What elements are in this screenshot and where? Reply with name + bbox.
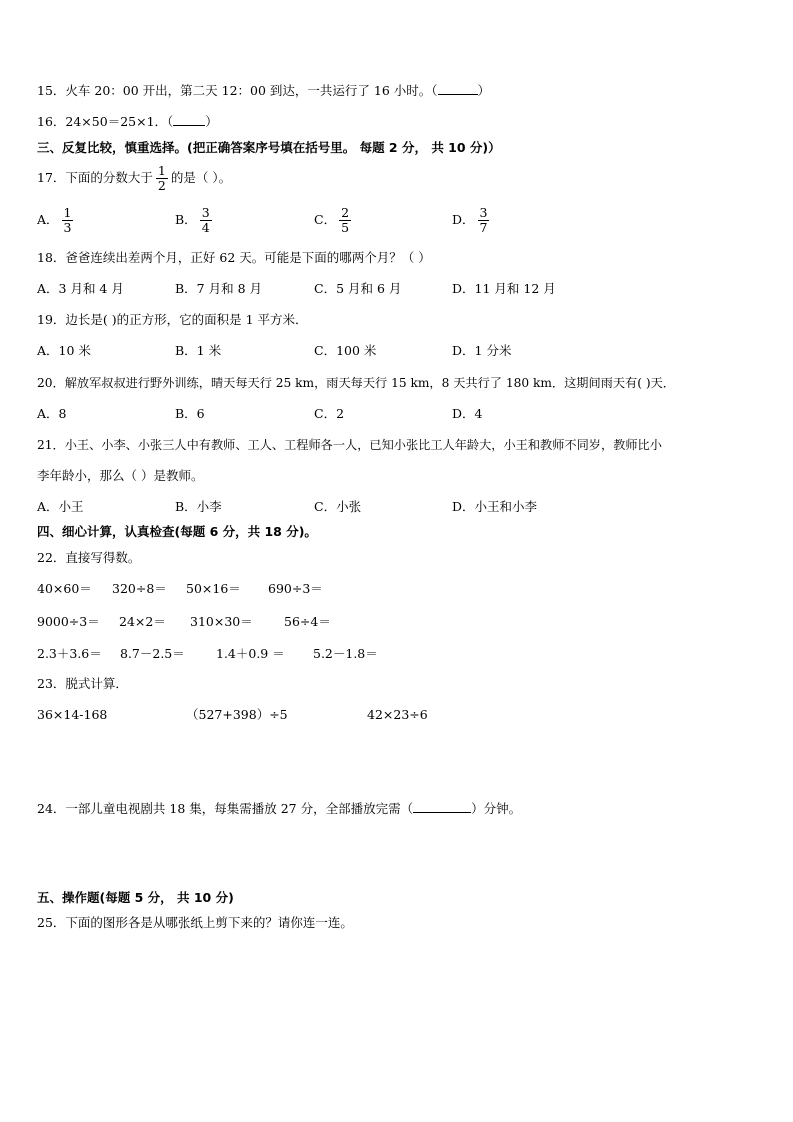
option-d[interactable]: D．1 分米 (452, 343, 512, 358)
option-d[interactable]: D．小王和小李 (452, 499, 538, 514)
question-20: 20．解放军叔叔进行野外训练，晴天每天行 25 km，雨天每天行 15 km，8 天共行了 180 km．这期间雨天有( )天． (37, 376, 675, 390)
option-b[interactable]: B．7 月和 8 月 (175, 281, 263, 296)
calc-item: 320÷8＝ (112, 581, 167, 596)
option-a[interactable]: A．小王 (37, 499, 84, 514)
question-18: 18．爸爸连续出差两个月，正好 62 天。可能是下面的哪两个月？（ ） (37, 250, 431, 265)
fraction: $\frac{1}{3}$ (63, 205, 72, 235)
option-b[interactable]: B． $\frac{3}{4}$ (175, 205, 210, 235)
answer-blank[interactable] (438, 82, 478, 95)
option-b[interactable]: B．1 米 (175, 343, 222, 358)
option-d[interactable]: D．11 月和 12 月 (452, 281, 556, 296)
answer-blank[interactable] (173, 113, 205, 126)
question-23: 23．脱式计算． (37, 676, 128, 691)
option-b[interactable]: B．小李 (175, 499, 222, 514)
calc-item: 40×60＝ (37, 581, 92, 596)
option-a[interactable]: A．8 (37, 406, 67, 421)
question-17: 17．下面的分数大于 $\frac{1}{2}$ 的是（ ）。 (37, 163, 232, 193)
question-25: 25．下面的图形各是从哪张纸上剪下来的？请你连一连。 (37, 915, 353, 930)
option-c[interactable]: C．小张 (314, 499, 362, 514)
question-15: 15．火车 20：00 开出，第二天 12：00 到达，一共运行了 16 小时。（ ） (37, 83, 491, 98)
option-d[interactable]: D．4 (452, 406, 483, 421)
fraction: $\frac{2}{5}$ (341, 205, 350, 235)
question-24: 24．一部儿童电视剧共 18 集，每集需播放 27 分，全部播放完需（ ）分钟。 (37, 801, 522, 816)
calc-item: 2.3＋3.6＝ (37, 646, 102, 661)
question-21-line-1: 21．小王、小李、小张三人中有教师、工人、工程师各一人，已知小张比工人年龄大，小王和教师不同岁，教师比小 (37, 438, 662, 452)
calc-item: 50×16＝ (186, 581, 241, 596)
calc-item: 8.7－2.5＝ (120, 646, 185, 661)
fraction: $\frac{1}{2}$ (157, 163, 166, 193)
option-d[interactable]: D． $\frac{3}{7}$ (452, 205, 488, 235)
calc-item: 9000÷3＝ (37, 614, 100, 629)
option-b[interactable]: B．6 (175, 406, 205, 421)
option-c[interactable]: C．100 米 (314, 343, 377, 358)
question-21-line-2: 李年龄小，那么（ ）是教师。 (37, 468, 204, 483)
option-c[interactable]: C．2 (314, 406, 345, 421)
option-c[interactable]: C． $\frac{2}{5}$ (314, 205, 350, 235)
option-c[interactable]: C．5 月和 6 月 (314, 281, 402, 296)
option-a[interactable]: A．10 米 (37, 343, 91, 358)
calc-item: 24×2＝ (119, 614, 166, 629)
option-a[interactable]: A． $\frac{1}{3}$ (37, 205, 72, 235)
option-a[interactable]: A．3 月和 4 月 (37, 281, 124, 296)
calc-item: 5.2－1.8＝ (313, 646, 378, 661)
question-16: 16．24×50＝25×1．（ ） (37, 114, 218, 129)
question-22: 22．直接写得数。 (37, 550, 141, 565)
calc-item: 310×30＝ (190, 614, 253, 629)
fraction: $\frac{3}{7}$ (479, 205, 488, 235)
fraction: $\frac{3}{4}$ (201, 205, 210, 235)
section-3-title: 三、反复比较，慎重选择。(把正确答案序号填在括号里。 每题 2 分， 共 10 分)） (37, 140, 501, 155)
calc-item: 56÷4＝ (284, 614, 331, 629)
calc-item: 42×23÷6 (367, 707, 428, 722)
section-4-title: 四、细心计算，认真检查(每题 6 分，共 18 分)。 (37, 524, 317, 539)
calc-item: 1.4＋0.9 ＝ (216, 646, 285, 661)
answer-blank[interactable] (413, 800, 471, 813)
section-5-title: 五、操作题(每题 5 分， 共 10 分) (37, 890, 234, 905)
calc-item: 690÷3＝ (268, 581, 323, 596)
calc-item: 36×14-168 (37, 707, 108, 722)
question-19: 19．边长是( )的正方形，它的面积是 1 平方米． (37, 312, 308, 327)
calc-item: （527+398）÷5 (186, 707, 288, 722)
